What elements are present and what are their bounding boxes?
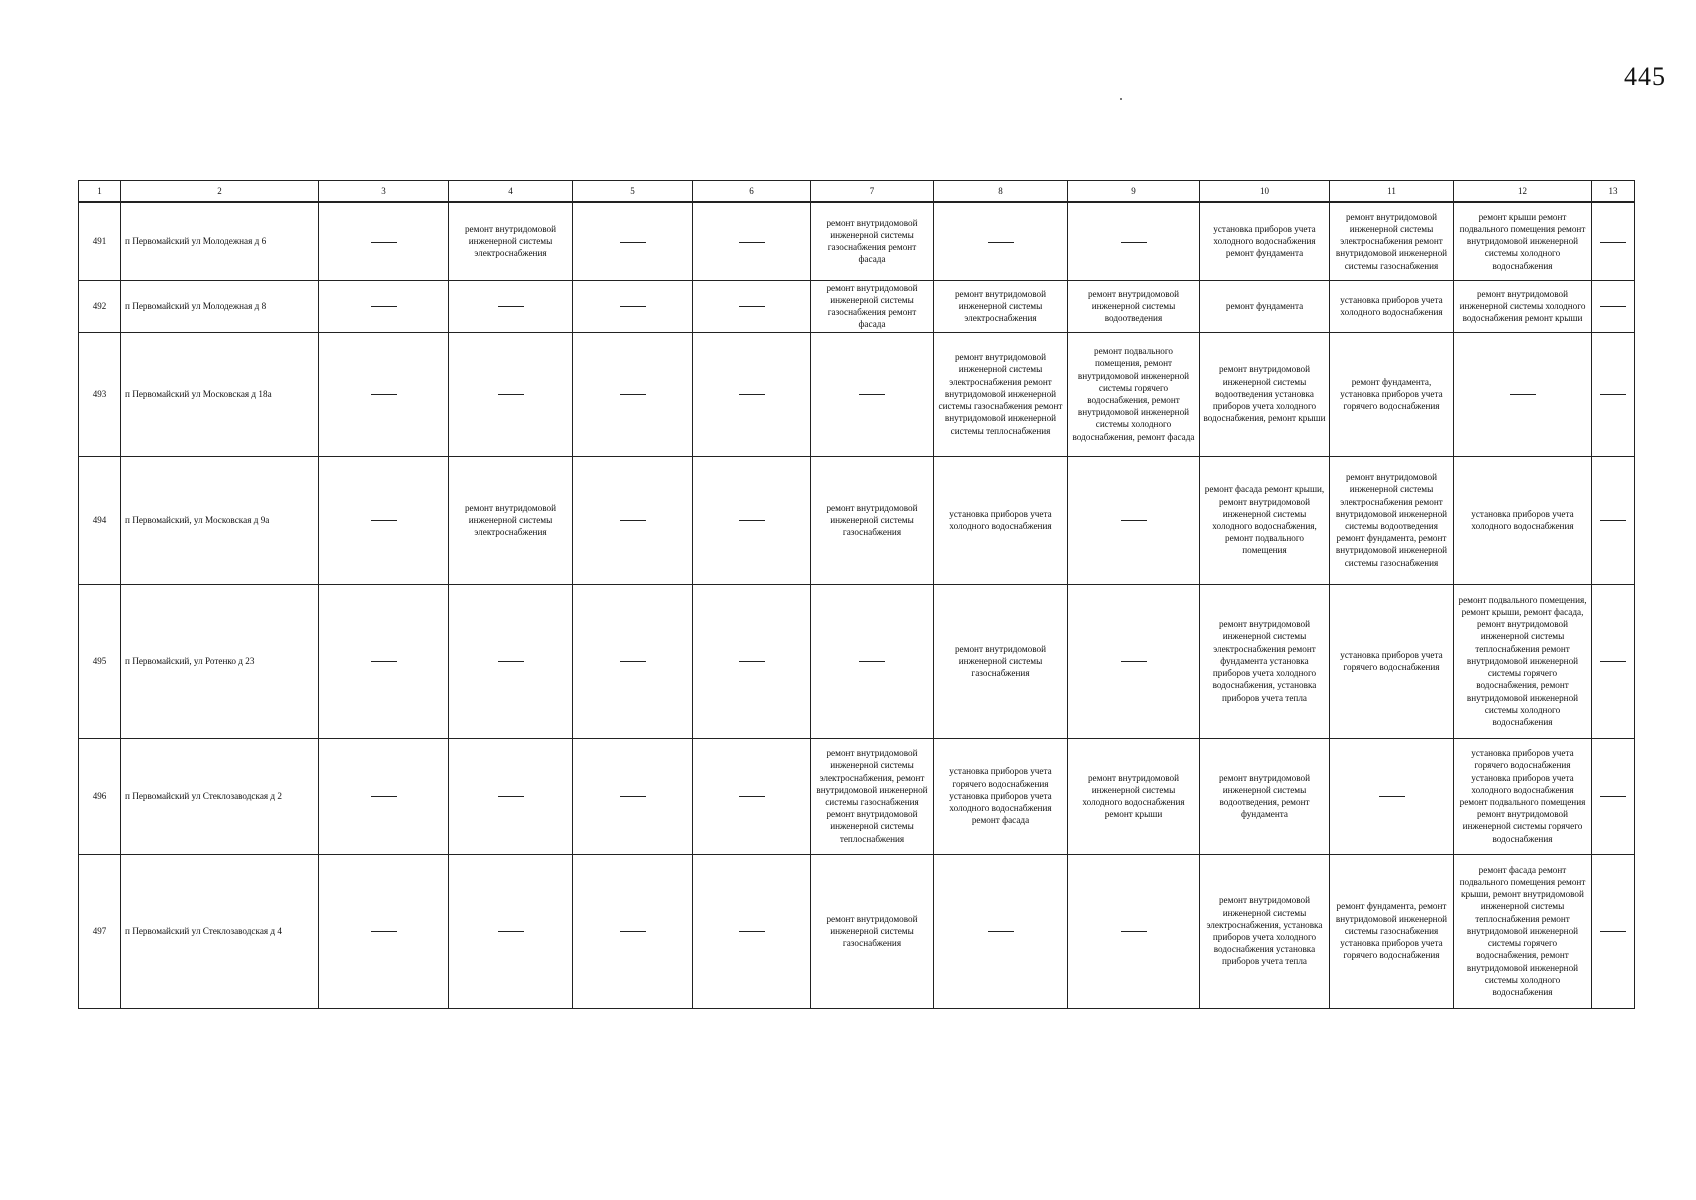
dash-mark — [498, 661, 524, 662]
dash-mark — [739, 796, 765, 797]
row-number: 495 — [79, 584, 121, 738]
row-number: 496 — [79, 738, 121, 854]
dash-mark — [1121, 661, 1147, 662]
work-description-cell: ремонт внутридомовой инженерной системы холодного водоснабжения ремонт крыши — [1068, 738, 1200, 854]
work-description-cell: ремонт внутридомовой инженерной системы электроснабжения, установка приборов учета холодного водоснабжения установка приборов учета тепла — [1200, 854, 1330, 1008]
empty-dash-cell — [573, 738, 693, 854]
address-cell: п Первомайский, ул Ротенко д 23 — [121, 584, 319, 738]
table-row — [79, 456, 1635, 584]
table-row — [79, 854, 1635, 1008]
dash-mark — [739, 394, 765, 395]
empty-dash-cell — [693, 280, 811, 332]
empty-dash-cell — [573, 332, 693, 456]
empty-dash-cell — [1068, 202, 1200, 280]
row-number: 492 — [79, 280, 121, 332]
dash-mark — [1600, 242, 1626, 243]
empty-dash-cell — [449, 584, 573, 738]
empty-dash-cell — [1592, 584, 1635, 738]
dash-mark — [988, 931, 1014, 932]
work-description-cell: ремонт внутридомовой инженерной системы электроснабжения — [449, 202, 573, 280]
empty-dash-cell — [319, 456, 449, 584]
dash-mark — [620, 306, 646, 307]
page-number: 445 — [1624, 62, 1666, 91]
column-number: 7 — [811, 181, 934, 203]
row-number: 491 — [79, 202, 121, 280]
dash-mark — [1510, 394, 1536, 395]
work-description-cell: ремонт внутридомовой инженерной системы газоснабжения — [811, 456, 934, 584]
work-description-cell: ремонт фундамента — [1200, 280, 1330, 332]
column-number: 12 — [1454, 181, 1592, 203]
column-number-row — [79, 181, 1635, 203]
table-row — [79, 280, 1635, 332]
empty-dash-cell — [319, 854, 449, 1008]
work-description-cell: установка приборов учета горячего водоснабжения установка приборов учета холодного водоснабжения ремонт подвального помещения ремонт внутридомовой инженерной системы горячего водоснабжения — [1454, 738, 1592, 854]
dash-mark — [739, 520, 765, 521]
work-description-cell: ремонт внутридомовой инженерной системы водоотведения установка приборов учета холодного водоснабжения, ремонт крыши — [1200, 332, 1330, 456]
dash-mark — [739, 661, 765, 662]
empty-dash-cell — [573, 584, 693, 738]
empty-dash-cell — [1330, 738, 1454, 854]
column-number: 1 — [79, 181, 121, 203]
dash-mark — [1121, 931, 1147, 932]
column-number: 9 — [1068, 181, 1200, 203]
work-description-cell: установка приборов учета горячего водоснабжения — [1330, 584, 1454, 738]
column-number: 5 — [573, 181, 693, 203]
row-number: 497 — [79, 854, 121, 1008]
dash-mark — [371, 306, 397, 307]
dash-mark — [739, 242, 765, 243]
work-description-cell: ремонт внутридомовой инженерной системы водоотведения, ремонт фундамента — [1200, 738, 1330, 854]
dash-mark — [620, 661, 646, 662]
dash-mark — [498, 931, 524, 932]
table-row — [79, 202, 1635, 280]
empty-dash-cell — [449, 280, 573, 332]
dash-mark — [498, 796, 524, 797]
work-description-cell: ремонт внутридомовой инженерной системы электроснабжения, ремонт внутридомовой инженерной системы газоснабжения ремонт внутридомовой инженерной системы теплоснабжения — [811, 738, 934, 854]
dash-mark — [1600, 306, 1626, 307]
empty-dash-cell — [693, 202, 811, 280]
work-description-cell: установка приборов учета холодного водоснабжения — [1330, 280, 1454, 332]
work-description-cell: ремонт внутридомовой инженерной системы электроснабжения ремонт фундамента установка приборов учета холодного водоснабжения, установка приборов учета тепла — [1200, 584, 1330, 738]
empty-dash-cell — [693, 584, 811, 738]
column-number: 10 — [1200, 181, 1330, 203]
empty-dash-cell — [693, 456, 811, 584]
empty-dash-cell — [693, 332, 811, 456]
dash-mark — [1600, 931, 1626, 932]
empty-dash-cell — [1068, 854, 1200, 1008]
dash-mark — [988, 242, 1014, 243]
work-description-cell: ремонт внутридомовой инженерной системы электроснабжения ремонт внутридомовой инженерной системы газоснабжения — [1330, 202, 1454, 280]
table-row — [79, 332, 1635, 456]
dash-mark — [620, 394, 646, 395]
work-description-cell: ремонт внутридомовой инженерной системы газоснабжения ремонт фасада — [811, 280, 934, 332]
address-cell: п Первомайский ул Московская д 18а — [121, 332, 319, 456]
dash-mark — [371, 520, 397, 521]
empty-dash-cell — [319, 280, 449, 332]
empty-dash-cell — [1592, 738, 1635, 854]
work-description-cell: ремонт фасада ремонт крыши, ремонт внутридомовой инженерной системы холодного водоснабжения, ремонт подвального помещения — [1200, 456, 1330, 584]
work-description-cell: ремонт фундамента, установка приборов учета горячего водоснабжения — [1330, 332, 1454, 456]
empty-dash-cell — [811, 332, 934, 456]
empty-dash-cell — [573, 456, 693, 584]
empty-dash-cell — [811, 584, 934, 738]
scan-artifact-dot — [1120, 98, 1122, 100]
empty-dash-cell — [1068, 456, 1200, 584]
empty-dash-cell — [449, 738, 573, 854]
row-number: 493 — [79, 332, 121, 456]
empty-dash-cell — [449, 332, 573, 456]
empty-dash-cell — [693, 738, 811, 854]
empty-dash-cell — [573, 280, 693, 332]
dash-mark — [1600, 520, 1626, 521]
work-description-cell: установка приборов учета холодного водоснабжения — [934, 456, 1068, 584]
dash-mark — [1600, 394, 1626, 395]
work-description-cell: установка приборов учета горячего водоснабжения установка приборов учета холодного водоснабжения ремонт фасада — [934, 738, 1068, 854]
column-number: 11 — [1330, 181, 1454, 203]
table-row — [79, 584, 1635, 738]
empty-dash-cell — [1454, 332, 1592, 456]
empty-dash-cell — [1068, 584, 1200, 738]
empty-dash-cell — [934, 854, 1068, 1008]
address-cell: п Первомайский ул Молодежная д 8 — [121, 280, 319, 332]
dash-mark — [620, 242, 646, 243]
work-description-cell: ремонт крыши ремонт подвального помещения ремонт внутридомовой инженерной системы холодного водоснабжения — [1454, 202, 1592, 280]
work-description-cell: ремонт фасада ремонт подвального помещения ремонт крыши, ремонт внутридомовой инженерной системы теплоснабжения ремонт внутридомовой инженерной системы горячего водоснабжения, ремонт внутридомовой инженерной системы холодного водоснабжения — [1454, 854, 1592, 1008]
work-description-cell: установка приборов учета холодного водоснабжения — [1454, 456, 1592, 584]
repair-schedule-table — [78, 180, 1635, 1009]
empty-dash-cell — [1592, 202, 1635, 280]
work-description-cell: ремонт внутридомовой инженерной системы электроснабжения ремонт внутридомовой инженерной системы водоотведения ремонт фундамента, ремонт внутридомовой инженерной системы газоснабжения — [1330, 456, 1454, 584]
empty-dash-cell — [573, 854, 693, 1008]
column-number: 13 — [1592, 181, 1635, 203]
dash-mark — [1121, 242, 1147, 243]
dash-mark — [371, 931, 397, 932]
column-number: 2 — [121, 181, 319, 203]
empty-dash-cell — [1592, 280, 1635, 332]
empty-dash-cell — [319, 738, 449, 854]
work-description-cell: ремонт внутридомовой инженерной системы газоснабжения — [811, 854, 934, 1008]
table-body — [79, 181, 1635, 1009]
dash-mark — [620, 520, 646, 521]
column-number: 3 — [319, 181, 449, 203]
address-cell: п Первомайский ул Стеклозаводская д 2 — [121, 738, 319, 854]
dash-mark — [859, 394, 885, 395]
empty-dash-cell — [319, 584, 449, 738]
empty-dash-cell — [934, 202, 1068, 280]
dash-mark — [620, 931, 646, 932]
table-row — [79, 738, 1635, 854]
dash-mark — [498, 394, 524, 395]
work-description-cell: ремонт внутридомовой инженерной системы электроснабжения — [449, 456, 573, 584]
empty-dash-cell — [1592, 854, 1635, 1008]
column-number: 4 — [449, 181, 573, 203]
work-description-cell: ремонт внутридомовой инженерной системы газоснабжения ремонт фасада — [811, 202, 934, 280]
empty-dash-cell — [1592, 332, 1635, 456]
empty-dash-cell — [693, 854, 811, 1008]
address-cell: п Первомайский, ул Московская д 9а — [121, 456, 319, 584]
empty-dash-cell — [573, 202, 693, 280]
empty-dash-cell — [449, 854, 573, 1008]
dash-mark — [1600, 796, 1626, 797]
address-cell: п Первомайский ул Молодежная д 6 — [121, 202, 319, 280]
empty-dash-cell — [319, 332, 449, 456]
work-description-cell: ремонт внутридомовой инженерной системы водоотведения — [1068, 280, 1200, 332]
dash-mark — [498, 306, 524, 307]
work-description-cell: ремонт внутридомовой инженерной системы газоснабжения — [934, 584, 1068, 738]
work-description-cell: ремонт подвального помещения, ремонт внутридомовой инженерной системы горячего водоснабжения, ремонт внутридомовой инженерной системы холодного водоснабжения, ремонт фасада — [1068, 332, 1200, 456]
dash-mark — [371, 661, 397, 662]
dash-mark — [739, 306, 765, 307]
dash-mark — [371, 394, 397, 395]
work-description-cell: ремонт подвального помещения, ремонт крыши, ремонт фасада, ремонт внутридомовой инженерной системы теплоснабжения ремонт внутридомовой инженерной системы горячего водоснабжения, ремонт внутридомовой инженерной системы холодного водоснабжения — [1454, 584, 1592, 738]
dash-mark — [859, 661, 885, 662]
dash-mark — [1600, 661, 1626, 662]
empty-dash-cell — [319, 202, 449, 280]
work-description-cell: ремонт внутридомовой инженерной системы электроснабжения ремонт внутридомовой инженерной системы газоснабжения ремонт внутридомовой инженерной системы теплоснабжения — [934, 332, 1068, 456]
row-number: 494 — [79, 456, 121, 584]
dash-mark — [620, 796, 646, 797]
column-number: 8 — [934, 181, 1068, 203]
dash-mark — [1121, 520, 1147, 521]
dash-mark — [739, 931, 765, 932]
empty-dash-cell — [1592, 456, 1635, 584]
work-description-cell: ремонт фундамента, ремонт внутридомовой инженерной системы газоснабжения установка приборов учета горячего водоснабжения — [1330, 854, 1454, 1008]
work-description-cell: ремонт внутридомовой инженерной системы холодного водоснабжения ремонт крыши — [1454, 280, 1592, 332]
work-description-cell: ремонт внутридомовой инженерной системы электроснабжения — [934, 280, 1068, 332]
dash-mark — [371, 796, 397, 797]
dash-mark — [371, 242, 397, 243]
work-description-cell: установка приборов учета холодного водоснабжения ремонт фундамента — [1200, 202, 1330, 280]
dash-mark — [1379, 796, 1405, 797]
column-number: 6 — [693, 181, 811, 203]
address-cell: п Первомайский ул Стеклозаводская д 4 — [121, 854, 319, 1008]
